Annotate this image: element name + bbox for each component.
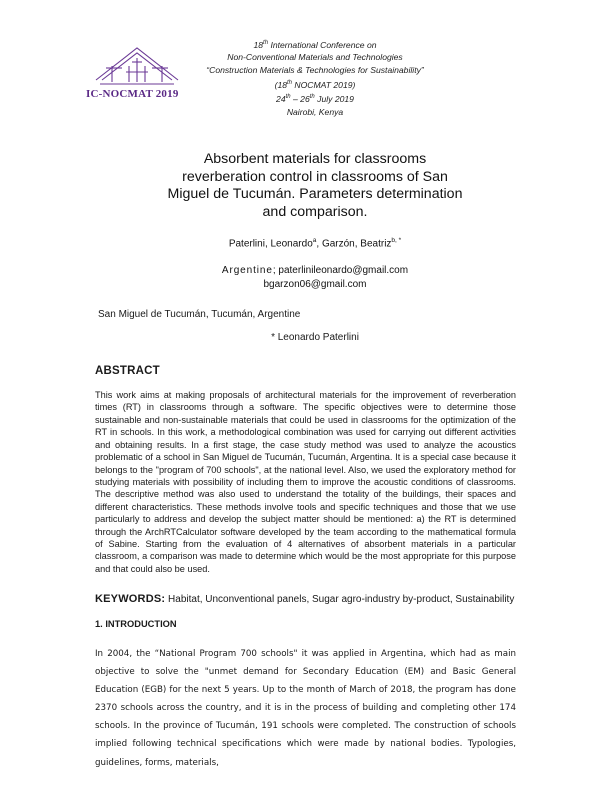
introduction-heading: 1. INTRODUCTION: [95, 619, 177, 629]
conference-line-4: (18th NOCMAT 2019): [274, 79, 356, 90]
title-line-2: reverberation control in classrooms of San: [182, 168, 448, 185]
email-1: ; paterlinileonardo@gmail.com: [272, 265, 409, 276]
corresponding-author: * Leonardo Paterlini: [271, 332, 359, 343]
logo-text: IC-NOCMAT 2019: [86, 88, 179, 100]
email-2: bgarzon06@gmail.com: [263, 279, 367, 290]
paper-title: [150, 151, 480, 221]
keywords-label: KEYWORDS:: [95, 593, 166, 605]
conference-line-1: 18th International Conference on: [253, 39, 377, 50]
conference-location: Nairobi, Kenya: [286, 106, 344, 117]
title-line-4: and comparison.: [262, 203, 368, 220]
affiliation-country: Argentine: [221, 265, 273, 276]
affiliation: [150, 264, 480, 292]
conference-line-3: “Construction Materials & Technologies for Sustainability”: [206, 65, 424, 76]
conference-line-2: Non-Conventional Materials and Technologies: [227, 52, 403, 63]
conference-info: [180, 37, 450, 118]
authors: Paterlini, Leonardo$^a$, Garzón, Beatriz$^{b, *}$: [228, 237, 402, 250]
title-line-3: Miguel de Tucumán. Parameters determination: [167, 186, 463, 203]
keywords-text: Habitat, Unconventional panels, Sugar agro-industry by-product, Sustainability: [168, 594, 515, 605]
city: San Miguel de Tucumán, Tucumán, Argentine: [98, 309, 301, 320]
title-line-1: Absorbent materials for classrooms: [203, 151, 427, 167]
keywords: [95, 593, 535, 605]
conference-dates: 24th – 26th July 2019: [276, 93, 354, 104]
abstract-heading: ABSTRACT: [95, 365, 160, 377]
introduction-body: In 2004, the “National Program 700 schools" it was applied in Argentina, which had as main objective to solve the "unmet demand for Secondary Education (EM) and Basic General Education (EGB) for the next 5 years. Up to the month of March of 2018, the program has done 2370 schools across the country, and it is in the process of building and completing other 174 schools. In the province of Tucumán, 191 schools were completed. The construction of schools implied following technical specifications which were made by national bodies. Typologies, guidelines, forms, materials,: [95, 649, 516, 768]
abstract-body: This work aims at making proposals of architectural materials for the improvement of reverberation times (RT) in classrooms through a software. The specific objectives were to determine those sustainable and non-sustainable materials that could be used in classrooms for the optimization of the RT in schools. In this work, a methodological combination was used for carrying out different activities and obtaining results. In a first stage, the case study method was used to analyze the acoustics problematic of a school in San Miguel de Tucumán, Tucumán, Argentina. It is a special case because it belongs to the "program of 700 schools", at the national level. Also, we used the exploratory method for studying materials with possibility of including them to improve the acoustic conditions of classrooms. The descriptive method was also used to understand the totality of the buildings, their spaces and different characteristics. These methods involve tools and specific techniques and those that we use particularly to address and develop the subject matter should be mentioned: a) the RT is determined through the ArchRTCalculator software developed by the team according to the mathematical formula of Sabine. Starting from the evaluation of 4 alternatives of absorbent materials in a particular classroom, a comparison was made to determine which would be the most appropriate for this purpose and that could also be used.: [95, 390, 516, 574]
